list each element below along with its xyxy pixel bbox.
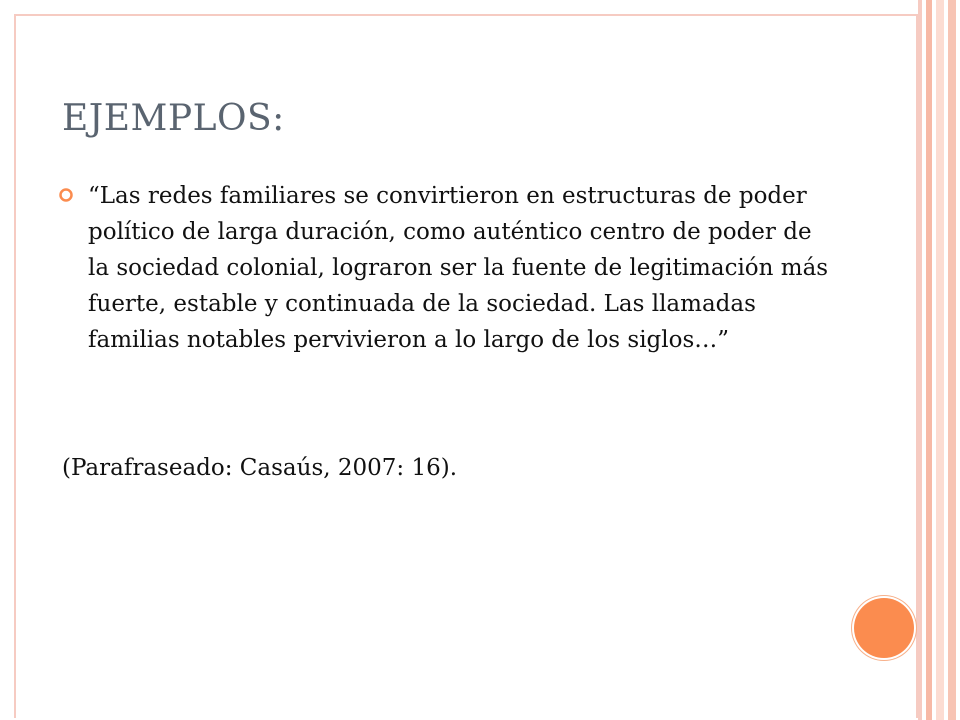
bullet-item <box>58 178 838 358</box>
orange-circle-decoration <box>854 598 914 658</box>
citation-text: (Parafraseado: Casaús, 2007: 16). <box>62 455 458 481</box>
bullet-text: “Las redes familiares se convirtieron en estructuras de poder político de larga duración, como auténtico centro de poder de la sociedad colonial, lograron ser la fuente de legitimación más fuerte, estable y continuada de la sociedad. Las llamadas familias notables pervivieron a lo largo de los siglos…” <box>88 183 829 353</box>
right-decorative-stripe-3 <box>936 0 944 720</box>
right-decorative-stripe-4 <box>948 0 956 720</box>
right-decorative-stripe-1 <box>918 0 922 720</box>
right-decorative-stripe-2 <box>926 0 932 720</box>
hollow-circle-bullet-icon <box>58 187 74 203</box>
slide-title: EJEMPLOS: <box>62 98 285 139</box>
